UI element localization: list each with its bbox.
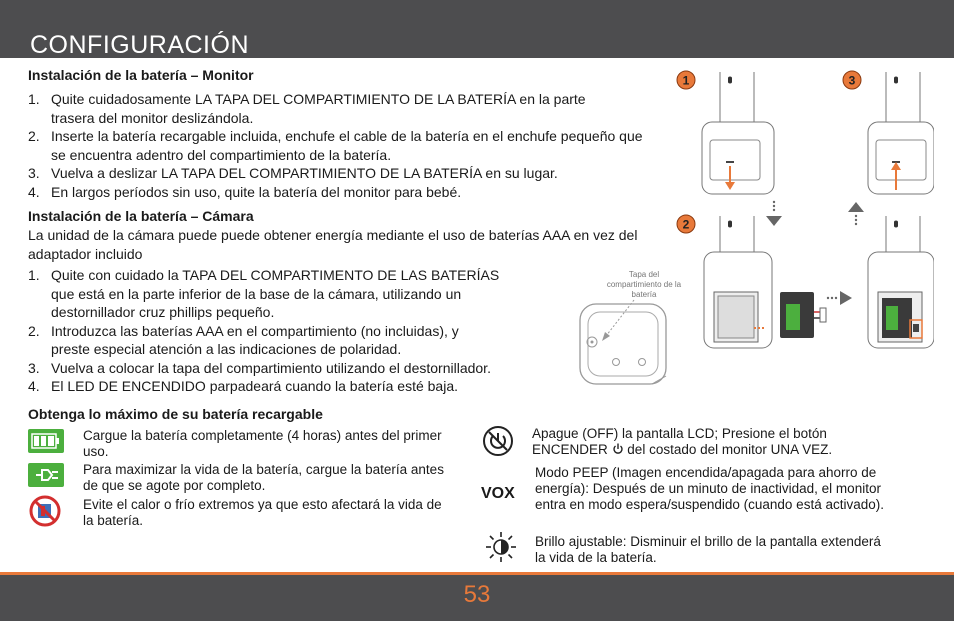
step-badge-1: 1: [682, 73, 690, 88]
battery-full-icon: [28, 429, 64, 453]
tip-left-1: Cargue la batería completamente (4 horas) antes del primer uso.: [83, 428, 442, 459]
monitor-step-2-figure: [704, 216, 772, 348]
monitor-steps: [28, 90, 646, 201]
camera-intro: La unidad de la cámara puede puede obtener energía mediante el uso de baterías AAA en vez del adaptador incluido: [28, 227, 638, 262]
list-item: 3. Vuelva a deslizar LA TAPA DEL COMPARTIMIENTO DE LA BATERÍA en su lugar.: [28, 165, 558, 181]
tip-left-3: Evite el calor o frío extremos ya que esto afectará la vida de la batería.: [83, 497, 442, 528]
monitor-step-3-figure: [868, 72, 934, 194]
power-off-icon: [482, 425, 514, 457]
plug-icon: [28, 463, 64, 487]
tip-right-3: Brillo ajustable: Disminuir el brillo de la pantalla extenderá la vida de la batería.: [535, 534, 881, 565]
tip-right-1: Apague (OFF) la pantalla LCD; Presione el botón ENCENDER del costado del monitor UNA VEZ.: [532, 426, 833, 457]
list-item: 4. El LED DE ENCENDIDO parpadeará cuando la batería esté baja.: [28, 378, 458, 394]
monitor-step-2b-figure: [868, 216, 934, 348]
battery-pack-figure: [780, 292, 826, 338]
list-item: 1. Quite cuidadosamente LA TAPA DEL COMPARTIMIENTO DE LA BATERÍA en la parte trasera del monitor deslizándola.: [28, 91, 586, 126]
list-item: 2. Introduzca las baterías AAA en el compartimiento (no incluidas), y preste especial atención a las indicaciones de polaridad.: [28, 322, 459, 357]
tips-heading: Obtenga lo máximo de su batería recargable: [28, 406, 323, 422]
page-title: CONFIGURACIÓN: [30, 31, 249, 59]
vox-icon: VOX: [481, 485, 515, 502]
monitor-battery-diagram: [674, 66, 934, 356]
power-icon: [612, 443, 624, 455]
page-footer: [0, 572, 954, 621]
cover-label: Tapa del compartimiento de la batería: [606, 270, 682, 299]
list-item: 2. Inserte la batería recargable incluida, enchufe el cable de la batería en el enchufe pequeño que se encuentra adentro del compartimiento de la batería.: [28, 128, 643, 163]
tip-right-2: Modo PEEP (Imagen encendida/apagada para ahorro de energía): Después de un minuto de inactividad, el monitor entra en modo espera/suspendido (cuando está activado).: [535, 465, 884, 512]
list-item: 1. Quite con cuidado la TAPA DEL COMPARTIMENTO DE LAS BATERÍAS que está en la parte inferior de la base de la cámara, utilizando un destornillador cruz phillips pequeño.: [28, 267, 500, 320]
camera-base-diagram: [576, 296, 672, 390]
page-header: [0, 0, 954, 58]
monitor-heading: Instalación de la batería – Monitor: [28, 67, 254, 83]
list-item: 3. Vuelva a colocar la tapa del compartimiento utilizando el destornillador.: [28, 359, 491, 376]
tip-left-2: Para maximizar la vida de la batería, cargue la batería antes de que se agote por completo.: [83, 462, 444, 493]
page-number: 53: [463, 581, 491, 608]
camera-heading: Instalación de la batería – Cámara: [28, 208, 254, 224]
monitor-step-1-figure: [702, 72, 774, 194]
step-badge-3: 3: [848, 73, 856, 88]
camera-steps: [28, 266, 568, 396]
step-badge-2: 2: [682, 217, 690, 232]
temperature-warning-icon: [29, 495, 61, 527]
list-item: 4. En largos períodos sin uso, quite la batería del monitor para bebé.: [28, 183, 462, 200]
brightness-icon: [484, 530, 518, 564]
